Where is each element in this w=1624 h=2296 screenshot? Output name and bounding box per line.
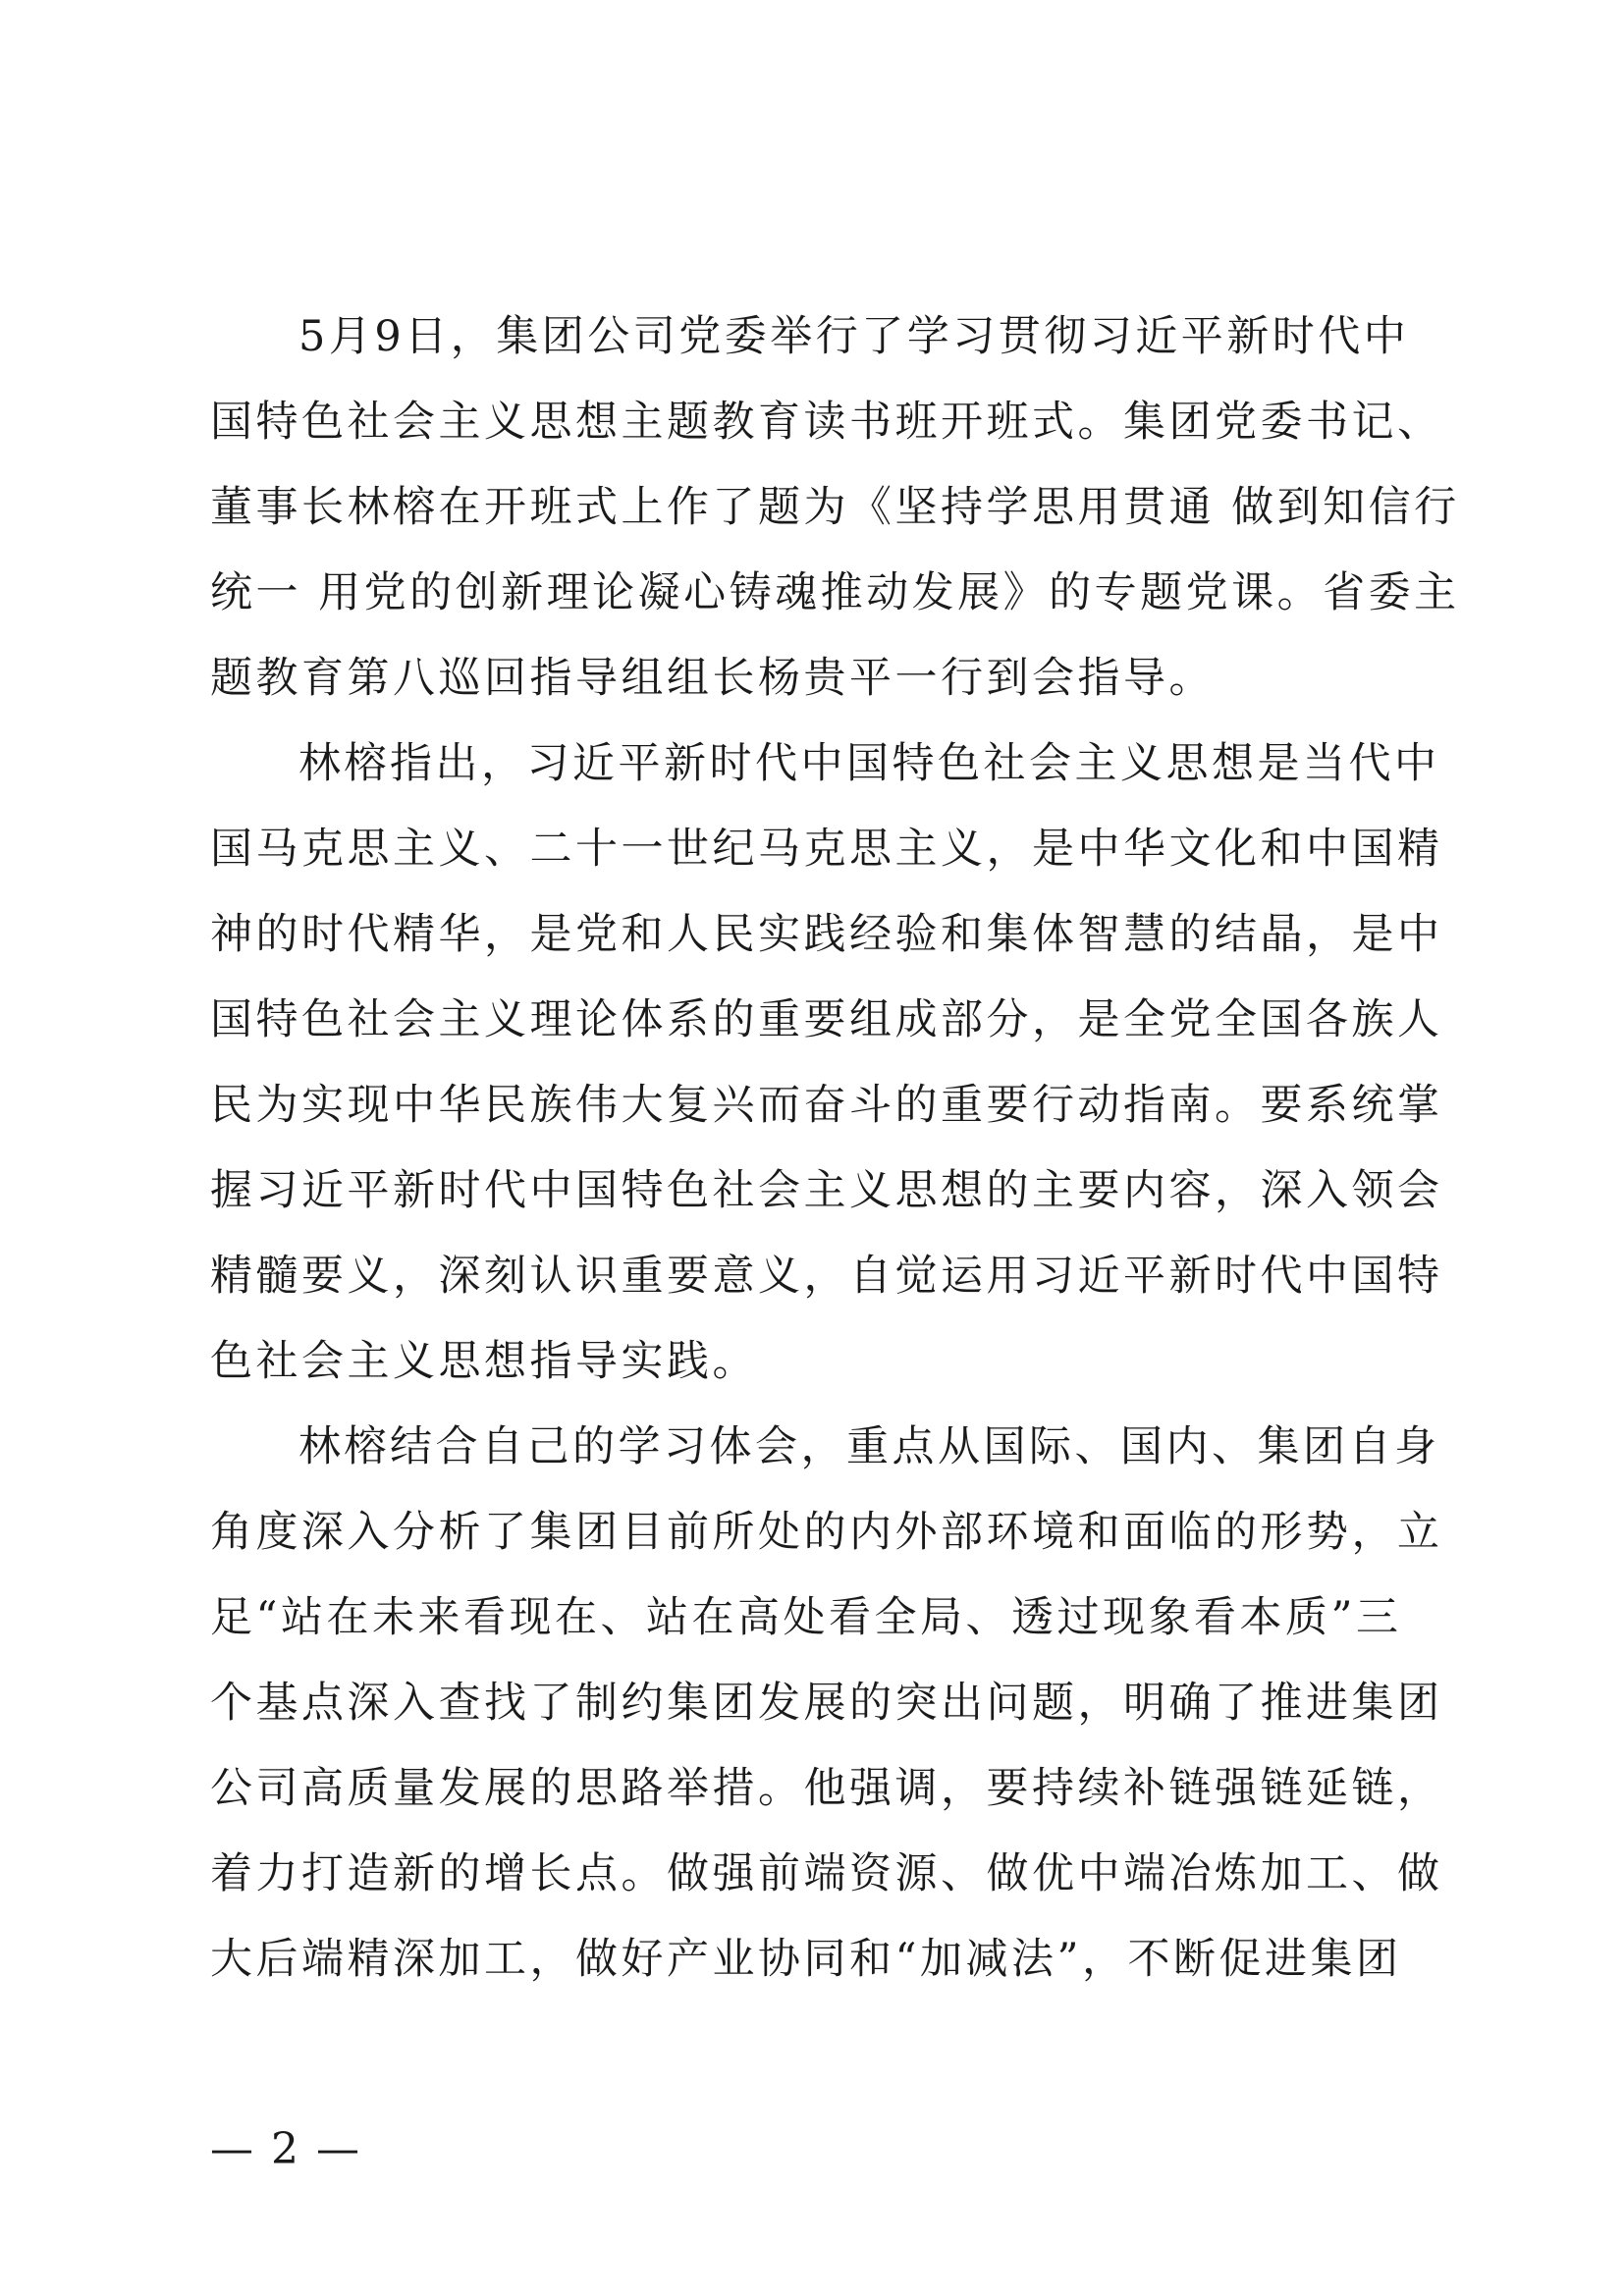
text-line: 民为实现中华民族伟大复兴而奋斗的重要行动指南。要系统掌 xyxy=(210,1081,1443,1130)
paragraph-1 xyxy=(210,294,1460,721)
text-line: 题教育第八巡回指导组组长杨贵平一行到会指导。 xyxy=(210,654,1215,703)
text-line: 足“站在未来看现在、站在高处看全局、透过现象看本质”三 xyxy=(210,1593,1402,1642)
text-line: 林榕结合自己的学习体会，重点从国际、国内、集团自身 xyxy=(298,1422,1440,1471)
paragraph-2 xyxy=(210,721,1443,1405)
article-body xyxy=(210,294,1460,2002)
text-line: 5月9日，集团公司党委举行了学习贯彻习近平新时代中 xyxy=(298,312,1410,361)
text-line: 个基点深入查找了制约集团发展的突出问题，明确了推进集团 xyxy=(210,1679,1443,1728)
text-line: 握习近平新时代中国特色社会主义思想的主要内容，深入领会 xyxy=(210,1166,1443,1215)
text-line: 公司高质量发展的思路举措。他强调，要持续补链强链延链， xyxy=(210,1764,1443,1813)
text-line: 角度深入分析了集团目前所处的内外部环境和面临的形势，立 xyxy=(210,1508,1443,1557)
text-line: 国特色社会主义理论体系的重要组成部分，是全党全国各族人 xyxy=(210,995,1443,1044)
text-line: 林榕指出，习近平新时代中国特色社会主义思想是当代中 xyxy=(298,739,1440,788)
text-line: 着力打造新的增长点。做强前端资源、做优中端冶炼加工、做 xyxy=(210,1849,1443,1898)
text-line: 色社会主义思想指导实践。 xyxy=(210,1337,758,1386)
paragraph-3 xyxy=(210,1405,1443,2002)
text-line: 董事长林榕在开班式上作了题为《坚持学思用贯通 做到知信行 xyxy=(210,483,1460,532)
text-line: 精髓要义，深刻认识重要意义，自觉运用习近平新时代中国特 xyxy=(210,1252,1443,1301)
text-line: 大后端精深加工，做好产业协同和“加减法”，不断促进集团 xyxy=(210,1935,1402,1984)
text-line: 统一 用党的创新理论凝心铸魂推动发展》的专题党课。省委主 xyxy=(210,568,1460,617)
text-line: 国马克思主义、二十一世纪马克思主义，是中华文化和中国精 xyxy=(210,825,1443,874)
page-number: — 2 — xyxy=(210,2124,361,2174)
text-line: 国特色社会主义思想主题教育读书班开班式。集团党委书记、 xyxy=(210,398,1443,447)
text-line: 神的时代精华，是党和人民实践经验和集体智慧的结晶，是中 xyxy=(210,910,1443,959)
